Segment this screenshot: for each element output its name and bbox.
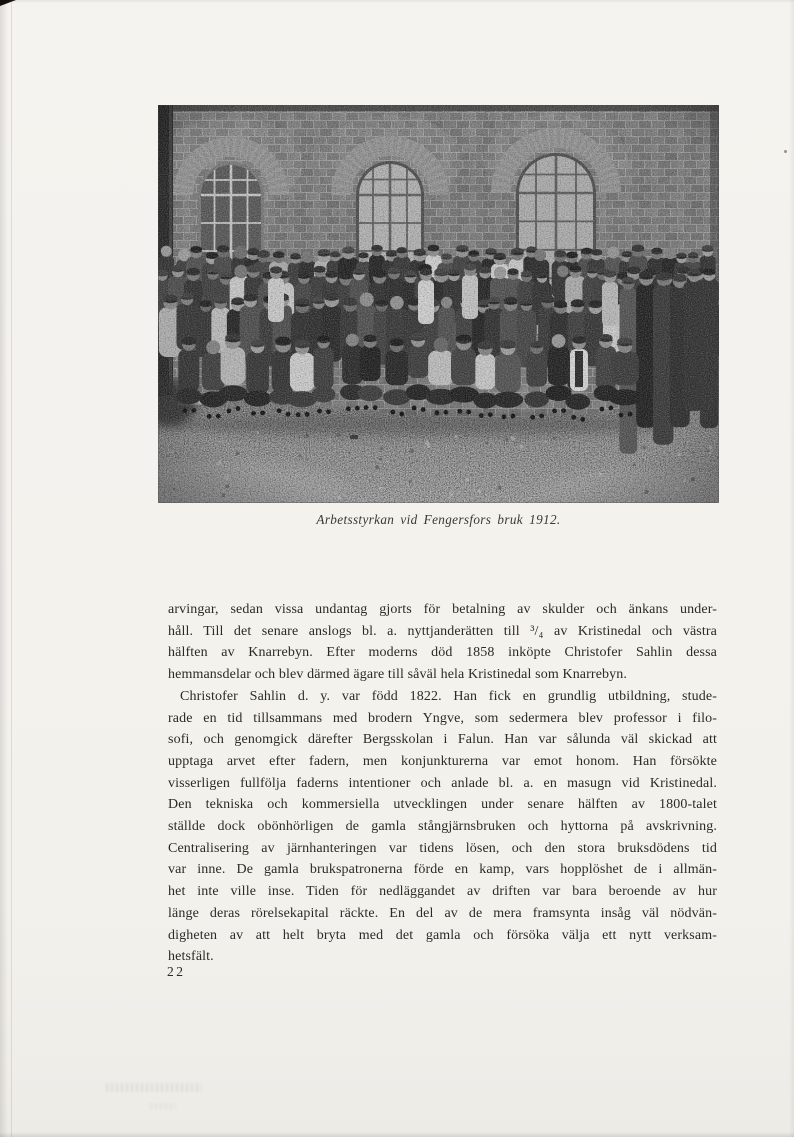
text-line: arvingar, sedan vissa undantag gjorts för betalning av skulder och änkans under- <box>168 602 717 617</box>
text-line: rade en tid tillsammans med brodern Yngve, som sedermera blev professor i filo- <box>168 710 717 726</box>
page-edge-shade-right <box>789 0 794 1137</box>
body-text <box>168 599 717 968</box>
show-through-smudge <box>150 1103 176 1109</box>
page-edge-shade-bottom <box>0 1132 794 1137</box>
text-line: hetsfält. <box>168 949 214 965</box>
show-through-smudge <box>106 1083 202 1092</box>
text-line: ställde dock obönhörligen de gamla stångjärnsbruken och hyttorna på avskrivning. <box>168 819 717 835</box>
text-line: digheten av att helt bryta med det gamla och försöka välja ett nytt verksam- <box>168 927 717 943</box>
text-line: sofi, och genomgick därefter Bergsskolan i Falun. Han var sålunda väl skickad att <box>168 732 717 748</box>
page-edge-shade-left <box>0 0 8 1137</box>
figure-workers <box>158 105 719 503</box>
photo-caption: Arbetsstyrkan vid Fengersfors bruk 1912. <box>316 512 561 527</box>
text-line: Den tekniska och kommersiella utvecklingen under senare hälften av 1800-talet <box>168 797 717 813</box>
dust-speck <box>784 150 787 153</box>
text-line: länge deras rörelsekapital räckte. En del av de mera framsynta insåg väl nödvän- <box>168 905 717 921</box>
paragraph <box>168 686 717 968</box>
text-line: hemmansdelar och blev därmed ägare till såväl hela Kristinedal som Knarrebyn. <box>168 667 628 683</box>
text-line: håll. Till det senare anslogs bl. a. nyttjanderätten till ³/₄ av Kristinedal och västra <box>168 623 717 639</box>
text-line: hälften av Knarrebyn. Efter moderns död 1858 inköpte Christofer Sahlin dessa <box>168 645 717 661</box>
text-line: Christofer Sahlin d. y. var född 1822. Han fick en grundlig utbildning, stude- <box>180 688 717 704</box>
page-edge-shade-top <box>0 0 794 3</box>
text-line: Centralisering av järnhanteringen var tidens lösen, och den stora bruksdödens tid <box>168 840 717 856</box>
text-line: het inte ville inse. Tiden för nedläggandet av driften var bara beroende av hur <box>168 884 717 900</box>
page-crease-line <box>11 0 12 1137</box>
page-number: 22 <box>167 964 186 979</box>
text-line: var inne. De gamla brukspatronerna förde en kamp, vars hopplöshet de i allmän- <box>168 862 717 878</box>
workers-photo <box>158 105 719 503</box>
text-line: upptaga arvet efter fadern, men konjunkturerna var emot honom. Han försökte <box>168 753 717 769</box>
workers-photo-illustration <box>158 105 719 503</box>
paragraph <box>168 599 717 686</box>
text-line: visserligen fullfölja faderns intentioner och anlade bl. a. en masugn vid Kristinedal. <box>168 775 717 791</box>
